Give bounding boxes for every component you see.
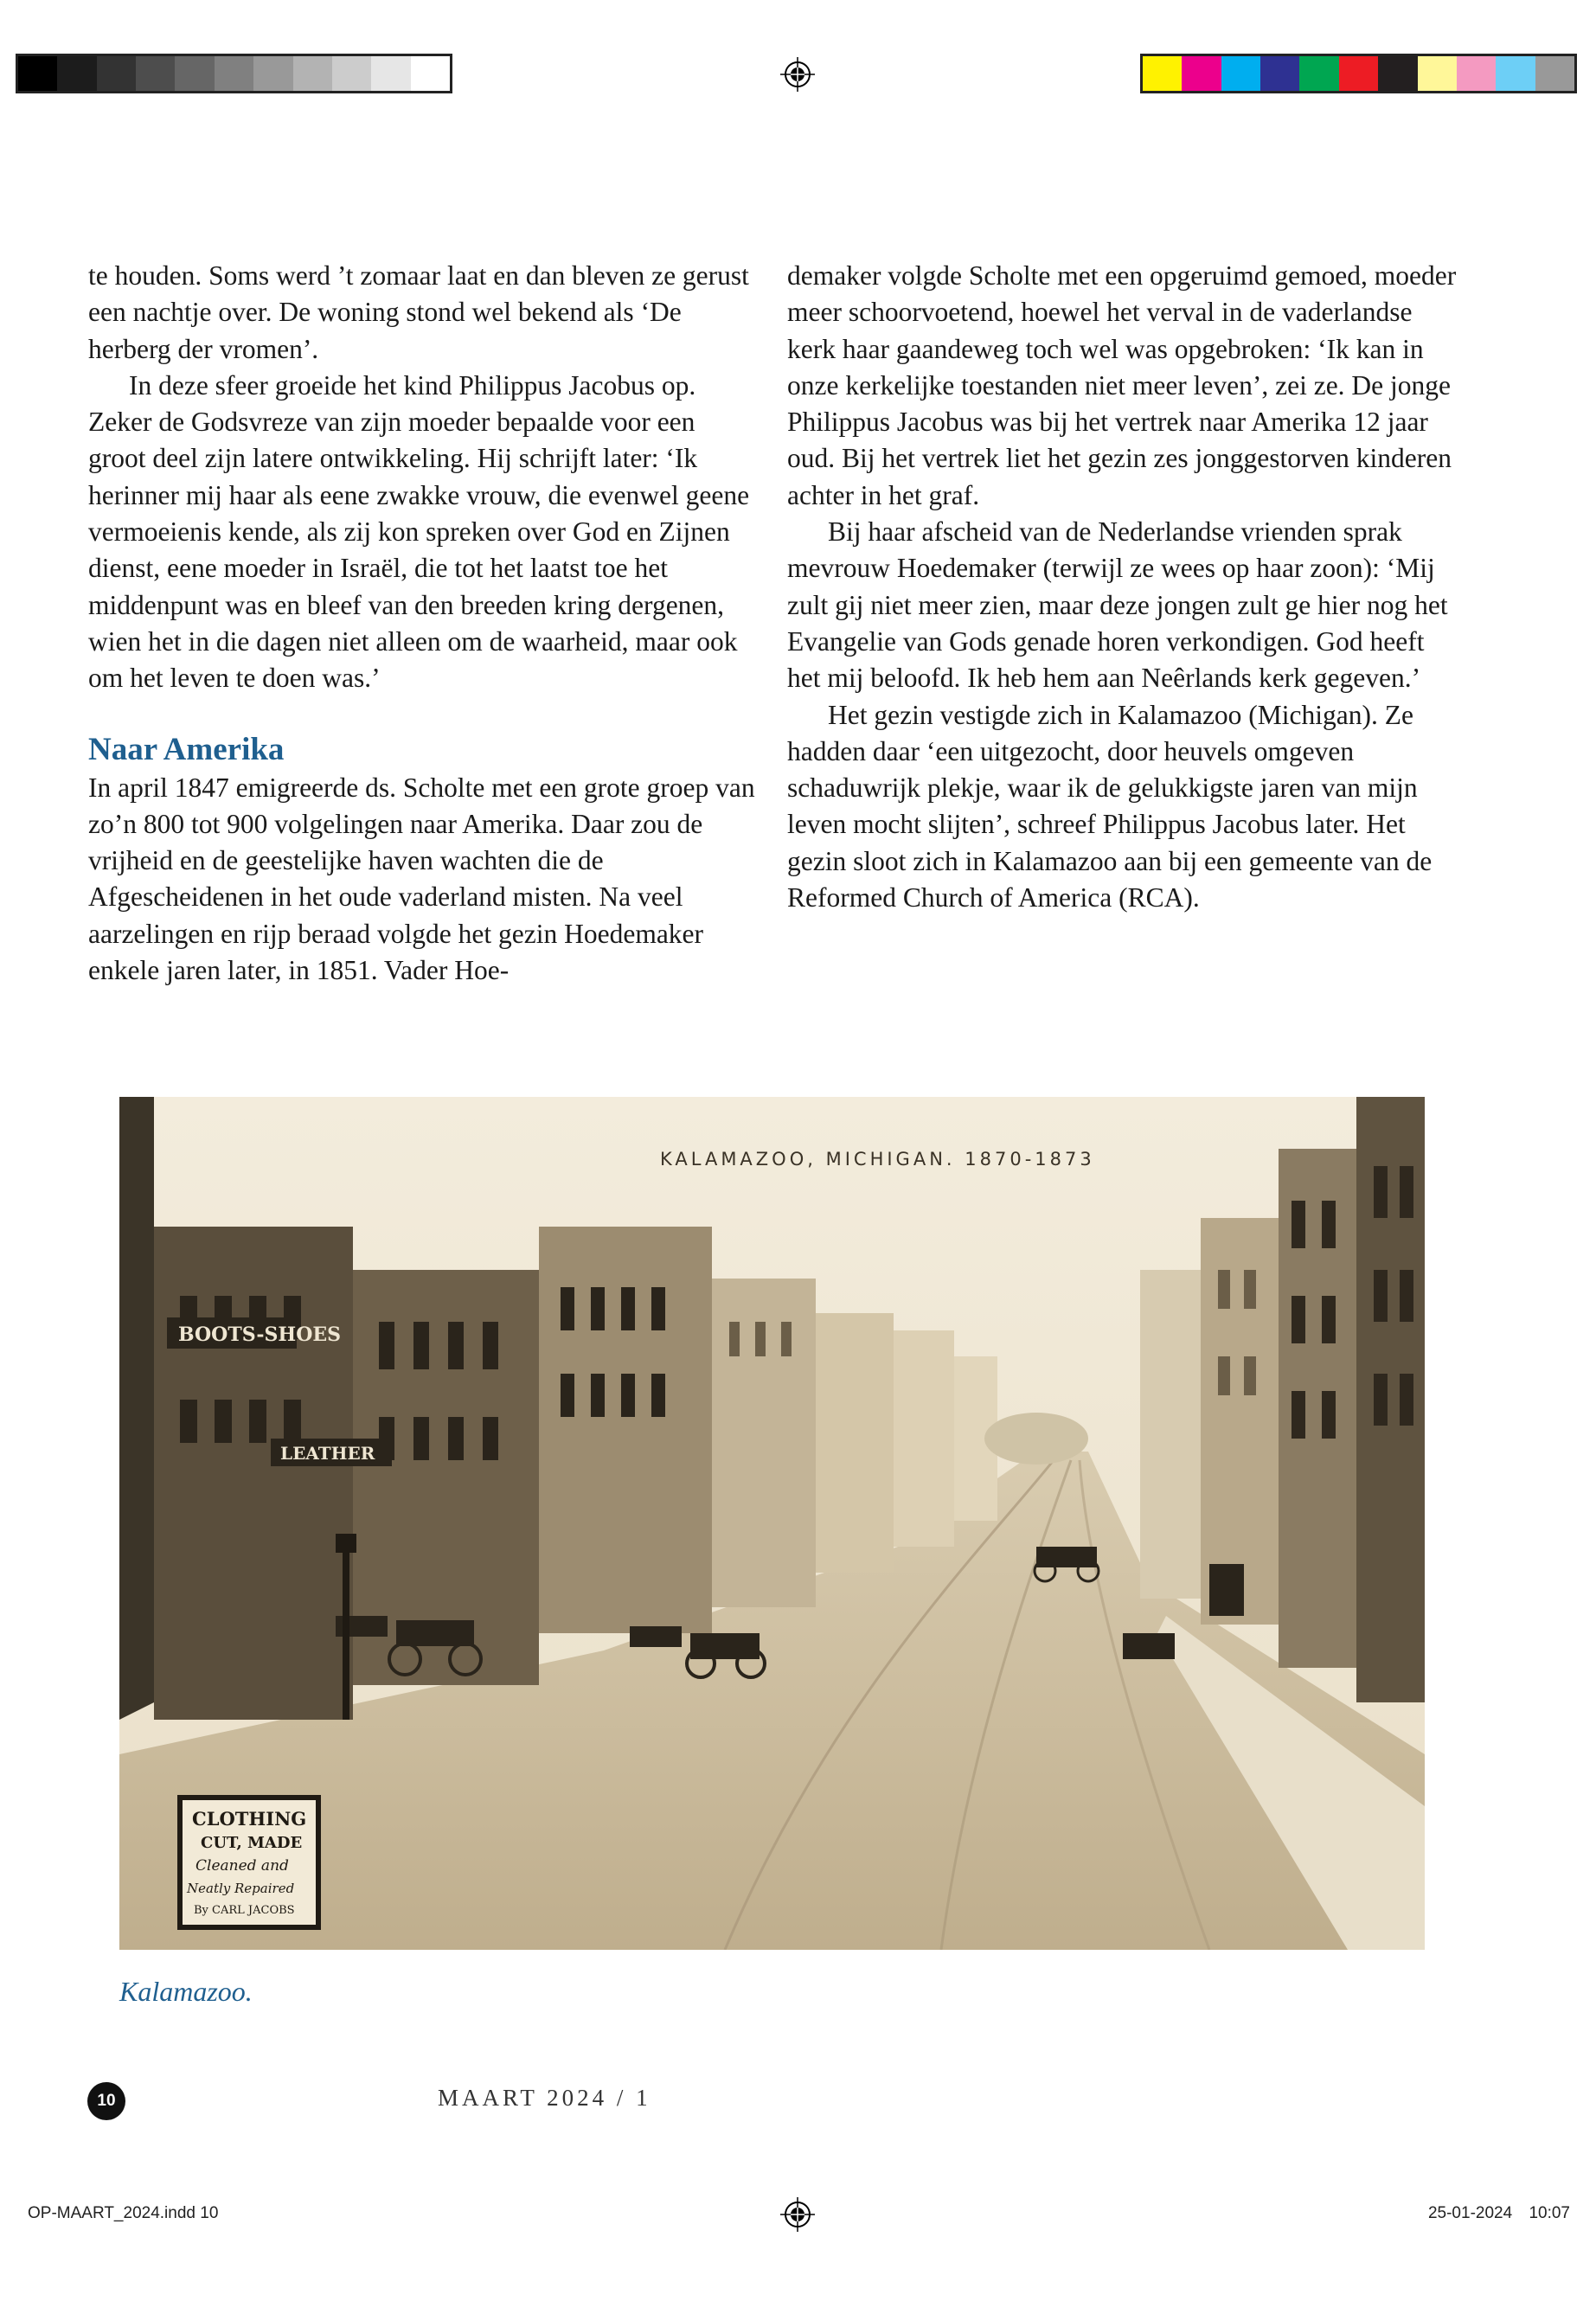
article-column-right [787, 258, 1458, 916]
paragraph: demaker volgde Scholte met een opgeruimd gemoed, moeder meer schoorvoetend, hoewel het verval in de vaderlandse kerk haar gaandeweg toch wel was opgebroken: ‘Ik kan in onze kerkelijke toestanden niet meer leven’, zei ze. De jonge Philippus Jacobus was bij het vertrek naar Amerika 12 jaar oud. Bij het vertrek liet het gezin zes jonggestorven kinderen achter in het graf. [787, 260, 1457, 510]
gray-swatch [97, 56, 136, 91]
color-swatch [1221, 56, 1260, 91]
gray-swatch [371, 56, 410, 91]
registration-mark-icon [780, 2197, 815, 2232]
gray-swatch [411, 56, 450, 91]
color-swatch [1418, 56, 1457, 91]
sign-clothing: CLOTHING [192, 1808, 307, 1830]
sign-repaired: Neatly Repaired [187, 1881, 295, 1896]
sign-by: By CARL JACOBS [194, 1904, 295, 1917]
page-number: 10 [87, 2082, 125, 2120]
gray-swatch [332, 56, 371, 91]
slug-time: 10:07 [1529, 2204, 1570, 2222]
slug-filename: OP-MAART_2024.indd 10 [28, 2204, 219, 2222]
paragraph: In deze sfeer groeide het kind Philippus Jacobus op. Zeker de Godsvreze van zijn moeder bepaalde voor een groot deel zijn latere ontwikkeling. Hij schrijft later: ‘Ik herinner mij haar als eene zwakke vrouw, die evenwel geene vermoeienis kende, als zij kon spreken over God en Zijnen dienst, eene moeder in Israël, die tot het laatst toe het middenpunt was en bleef van den breeden kring dergenen, wien het in die dagen niet alleen om de waarheid, maar ook om het leven te doen was.’ [88, 369, 750, 694]
paragraph: Bij haar afscheid van de Nederlandse vrienden sprak mevrouw Hoedemaker (terwijl ze wees op haar zoon): ‘Mij zult gij niet meer zien, maar deze jongen zult ge hier nog het Evangelie van Gods genade horen verkondigen. God heeft het mij beloofd. Ik heb hem aan Neêrlands kerk gegeven.’ [787, 516, 1448, 694]
paragraph: Het gezin vestigde zich in Kalamazoo (Michigan). Ze hadden daar ‘een uitgezocht, door heuvels omgeven schaduwrijk plekje, waar ik de gelukkigste jaren van mijn leven mocht slijten’, schreef Philippus Jacobus later. Het gezin sloot zich in Kalamazoo aan bij een gemeente van de Reformed Church of America (RCA). [787, 699, 1433, 913]
paragraph: te houden. Soms werd ’t zomaar laat en dan bleven ze gerust een nachtje over. De woning stond wel bekend als ‘De herberg der vromen’. [88, 260, 749, 364]
slug-datetime [1416, 2204, 1570, 2223]
color-calibration-bar [1140, 54, 1577, 93]
sign-cut-made: CUT, MADE [201, 1834, 303, 1852]
gray-swatch [136, 56, 175, 91]
color-swatch [1496, 56, 1535, 91]
gray-swatch [18, 56, 57, 91]
paragraph: In april 1847 emigreerde ds. Scholte met een grote groep van zo’n 800 tot 900 volgelingen naar Amerika. Daar zou de vrijheid en de geestelijke haven wachten die de Afgescheidenen in het oude vaderland misten. Na veel aarzelingen en rijp beraad volgde het gezin Hoedemaker enkele jaren later, in 1851. Vader Hoe- [88, 772, 755, 986]
gray-swatch [175, 56, 214, 91]
gray-swatch [293, 56, 332, 91]
color-swatch [1143, 56, 1182, 91]
kalamazoo-street-photo [119, 1097, 1425, 1950]
gray-swatch [215, 56, 253, 91]
color-swatch [1339, 56, 1378, 91]
issue-label: MAART 2024 / 1 [438, 2085, 651, 2111]
color-swatch [1182, 56, 1221, 91]
color-swatch [1299, 56, 1338, 91]
article-column-left [88, 258, 759, 989]
gray-swatch [57, 56, 96, 91]
photo-title: KALAMAZOO, MICHIGAN. 1870-1873 [660, 1149, 1095, 1170]
color-swatch [1260, 56, 1299, 91]
color-swatch [1457, 56, 1496, 91]
street-scene-illustration [119, 1097, 1425, 1950]
sign-boots-shoes: BOOTS-SHOES [178, 1324, 342, 1346]
section-heading: Naar Amerika [88, 731, 285, 767]
sign-leather: LEATHER [280, 1443, 375, 1464]
color-swatch [1378, 56, 1417, 91]
gray-swatch [253, 56, 292, 91]
color-swatch [1535, 56, 1574, 91]
photo-caption: Kalamazoo. [119, 1976, 253, 2007]
registration-mark-icon [780, 57, 815, 92]
grayscale-calibration-bar [16, 54, 452, 93]
sign-cleaned: Cleaned and [195, 1857, 289, 1875]
slug-date: 25-01-2024 [1427, 2204, 1513, 2222]
